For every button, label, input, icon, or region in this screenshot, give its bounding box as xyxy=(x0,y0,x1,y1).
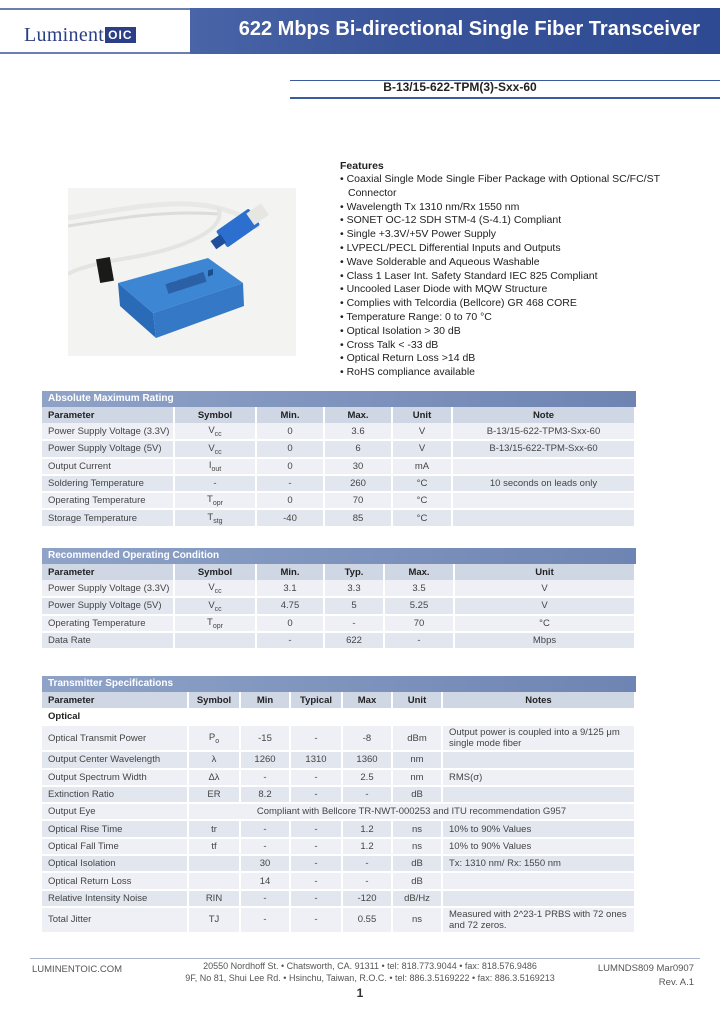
revision: Rev. A.1 xyxy=(658,977,694,988)
note-cell xyxy=(442,786,635,803)
table-row xyxy=(42,458,635,475)
symbol-subscript: cc xyxy=(214,605,222,613)
parameter-cell: Output Eye xyxy=(42,803,188,820)
min-cell: - xyxy=(240,820,290,837)
column-header: Min xyxy=(240,692,290,708)
symbol-cell: $V_{cc}$ xyxy=(174,423,256,440)
unit-cell: ns xyxy=(392,820,442,837)
symbol-cell: $T_{opr}$ xyxy=(174,615,256,632)
feature-item: • Class 1 Laser Int. Safety Standard IEC 825 Compliant xyxy=(340,270,710,284)
table-row xyxy=(42,632,635,649)
max-cell: 5.25 xyxy=(384,597,454,614)
max-cell: 70 xyxy=(324,492,392,509)
max-cell: 3.5 xyxy=(384,580,454,597)
max-cell: 70 xyxy=(384,615,454,632)
table-row xyxy=(42,509,635,526)
max-cell: -120 xyxy=(342,890,392,907)
column-header: Min. xyxy=(256,564,324,580)
note-cell xyxy=(452,492,635,509)
tx-section xyxy=(42,676,636,934)
column-header: Notes xyxy=(442,692,635,708)
rec-op-table xyxy=(42,564,636,650)
note-cell: 10 seconds on leads only xyxy=(452,475,635,492)
note-cell: B-13/15-622-TPM3-Sxx-60 xyxy=(452,423,635,440)
parameter-cell: Storage Temperature xyxy=(42,509,174,526)
footer-doc-info xyxy=(598,962,694,990)
unit-cell: °C xyxy=(454,615,635,632)
section-header: Transmitter Specifications xyxy=(42,676,636,692)
feature-item: • Optical Isolation > 30 dB xyxy=(340,325,710,339)
parameter-cell: Optical Fall Time xyxy=(42,838,188,855)
feature-item: • Uncooled Laser Diode with MQW Structure xyxy=(340,283,710,297)
column-header: Min. xyxy=(256,407,324,423)
typ-cell: - xyxy=(290,820,342,837)
column-header: Symbol xyxy=(174,407,256,423)
symbol-cell: $V_{cc}$ xyxy=(174,440,256,457)
logo-text xyxy=(24,24,136,47)
table-row xyxy=(42,890,635,907)
parameter-cell: Output Current xyxy=(42,458,174,475)
parameter-cell: Output Center Wavelength xyxy=(42,751,188,768)
divider xyxy=(290,97,720,99)
symbol-cell: $I_{out}$ xyxy=(174,458,256,475)
abs-max-table xyxy=(42,407,636,528)
symbol-subscript: o xyxy=(215,737,220,745)
footer-divider xyxy=(30,958,700,959)
column-header: Unit xyxy=(454,564,635,580)
max-cell: - xyxy=(384,632,454,649)
min-cell: - xyxy=(240,890,290,907)
typ-cell: 1310 xyxy=(290,751,342,768)
min-cell: - xyxy=(256,475,324,492)
table-row xyxy=(42,580,635,597)
feature-item: • Wave Solderable and Aqueous Washable xyxy=(340,256,710,270)
parameter-cell: Power Supply Voltage (3.3V) xyxy=(42,423,174,440)
note-cell: Tx: 1310 nm/ Rx: 1550 nm xyxy=(442,855,635,872)
column-header: Max. xyxy=(324,407,392,423)
logo-box: OIC xyxy=(105,27,135,43)
column-header: Parameter xyxy=(42,692,188,708)
note-cell: 10% to 90% Values xyxy=(442,838,635,855)
symbol-cell: $P_o$ xyxy=(188,725,240,751)
symbol-subscript: opr xyxy=(212,622,223,630)
max-cell: 0.55 xyxy=(342,907,392,933)
min-cell: 0 xyxy=(256,440,324,457)
note-cell: 10% to 90% Values xyxy=(442,820,635,837)
section-header: Recommended Operating Condition xyxy=(42,548,636,564)
table-row xyxy=(42,440,635,457)
typ-cell: - xyxy=(290,872,342,889)
symbol-cell: $T_{stg}$ xyxy=(174,509,256,526)
note-cell xyxy=(442,890,635,907)
min-cell: 0 xyxy=(256,492,324,509)
feature-item: • Optical Return Loss >14 dB xyxy=(340,352,710,366)
table-row xyxy=(42,769,635,786)
symbol-subscript: opr xyxy=(212,500,223,508)
symbol-cell: tr xyxy=(188,820,240,837)
symbol-cell xyxy=(188,855,240,872)
note-cell: RMS(σ) xyxy=(442,769,635,786)
symbol-subscript: cc xyxy=(214,430,222,438)
note-cell xyxy=(442,872,635,889)
transceiver-image xyxy=(68,188,296,356)
symbol-cell xyxy=(188,872,240,889)
unit-cell: ns xyxy=(392,838,442,855)
parameter-cell: Optical Transmit Power xyxy=(42,725,188,751)
typ-cell: 622 xyxy=(324,632,384,649)
note-cell xyxy=(442,751,635,768)
parameter-cell: Data Rate xyxy=(42,632,174,649)
parameter-cell: Operating Temperature xyxy=(42,492,174,509)
table-row xyxy=(42,492,635,509)
symbol-cell: λ xyxy=(188,751,240,768)
min-cell: - xyxy=(240,907,290,933)
symbol-cell: RIN xyxy=(188,890,240,907)
note-cell xyxy=(452,509,635,526)
table-row xyxy=(42,820,635,837)
table-row xyxy=(42,872,635,889)
max-cell: 1.2 xyxy=(342,838,392,855)
unit-cell: V xyxy=(454,597,635,614)
unit-cell: V xyxy=(392,423,452,440)
unit-cell: dBm xyxy=(392,725,442,751)
min-cell: 0 xyxy=(256,423,324,440)
part-number: B-13/15-622-TPM(3)-Sxx-60 xyxy=(383,80,537,94)
parameter-cell: Total Jitter xyxy=(42,907,188,933)
parameter-cell: Extinction Ratio xyxy=(42,786,188,803)
column-header: Max xyxy=(342,692,392,708)
typ-cell: - xyxy=(324,615,384,632)
subheader-cell: Optical xyxy=(42,708,635,725)
max-cell: -8 xyxy=(342,725,392,751)
footer-website[interactable]: LUMINENTOIC.COM xyxy=(32,964,123,975)
symbol-cell: - xyxy=(174,475,256,492)
column-header: Parameter xyxy=(42,407,174,423)
feature-item: • SONET OC-12 SDH STM-4 (S-4.1) Compliant xyxy=(340,214,710,228)
section-header: Absolute Maximum Rating xyxy=(42,391,636,407)
table-row xyxy=(42,786,635,803)
feature-item: • Complies with Telcordia (Bellcore) GR 468 CORE xyxy=(340,297,710,311)
table-row xyxy=(42,615,635,632)
min-cell: 4.75 xyxy=(256,597,324,614)
typ-cell: - xyxy=(290,890,342,907)
max-cell: - xyxy=(342,872,392,889)
title-area xyxy=(190,8,720,54)
parameter-cell: Optical Return Loss xyxy=(42,872,188,889)
feature-item: • Wavelength Tx 1310 nm/Rx 1550 nm xyxy=(340,201,710,215)
parameter-cell: Soldering Temperature xyxy=(42,475,174,492)
max-cell: 260 xyxy=(324,475,392,492)
features-list xyxy=(340,173,710,380)
table-row xyxy=(42,838,635,855)
footer-address xyxy=(160,960,580,984)
page-title: 622 Mbps Bi-directional Single Fiber Transceiver xyxy=(238,18,700,40)
symbol-subscript: out xyxy=(211,465,222,473)
max-cell: - xyxy=(342,786,392,803)
symbol-subscript: stg xyxy=(213,517,223,525)
address-line-2: 9F, No 81, Shui Lee Rd. • Hsinchu, Taiwan, R.O.C. • tel: 886.3.5169222 • fax: 886.3.5169213 xyxy=(185,973,555,983)
min-cell: - xyxy=(240,838,290,855)
max-cell: 1.2 xyxy=(342,820,392,837)
unit-cell: dB xyxy=(392,872,442,889)
table-row xyxy=(42,423,635,440)
min-cell: 14 xyxy=(240,872,290,889)
symbol-cell: $V_{cc}$ xyxy=(174,597,256,614)
parameter-cell: Power Supply Voltage (3.3V) xyxy=(42,580,174,597)
table-row xyxy=(42,475,635,492)
unit-cell: dB/Hz xyxy=(392,890,442,907)
symbol-cell: Δλ xyxy=(188,769,240,786)
note-cell: Output power is coupled into a 9/125 μm single mode fiber xyxy=(442,725,635,751)
unit-cell: °C xyxy=(392,509,452,526)
typ-cell: - xyxy=(290,725,342,751)
note-cell: B-13/15-622-TPM-Sxx-60 xyxy=(452,440,635,457)
table-row xyxy=(42,725,635,751)
unit-cell: nm xyxy=(392,769,442,786)
max-cell: 6 xyxy=(324,440,392,457)
typ-cell: - xyxy=(290,838,342,855)
parameter-cell: Optical Isolation xyxy=(42,855,188,872)
typ-cell: 3.3 xyxy=(324,580,384,597)
logo xyxy=(0,8,190,54)
typ-cell: 5 xyxy=(324,597,384,614)
unit-cell: V xyxy=(454,580,635,597)
unit-cell: Mbps xyxy=(454,632,635,649)
parameter-cell: Power Supply Voltage (5V) xyxy=(42,440,174,457)
product-photo xyxy=(68,188,296,356)
symbol-cell: $V_{cc}$ xyxy=(174,580,256,597)
table-row xyxy=(42,907,635,933)
column-header: Unit xyxy=(392,692,442,708)
symbol-cell: tf xyxy=(188,838,240,855)
min-cell: -40 xyxy=(256,509,324,526)
parameter-cell: Optical Rise Time xyxy=(42,820,188,837)
tx-table xyxy=(42,692,636,934)
unit-cell: ns xyxy=(392,907,442,933)
column-header: Unit xyxy=(392,407,452,423)
min-cell: 3.1 xyxy=(256,580,324,597)
unit-cell: °C xyxy=(392,492,452,509)
unit-cell: dB xyxy=(392,855,442,872)
rec-op-section xyxy=(42,548,636,650)
symbol-subscript: cc xyxy=(214,587,222,595)
header-bar xyxy=(0,8,720,54)
min-cell: 0 xyxy=(256,458,324,475)
column-header: Note xyxy=(452,407,635,423)
column-header: Symbol xyxy=(174,564,256,580)
logo-name: Luminent xyxy=(24,24,105,46)
column-header: Parameter xyxy=(42,564,174,580)
note-cell xyxy=(452,458,635,475)
max-cell: 3.6 xyxy=(324,423,392,440)
min-cell: 1260 xyxy=(240,751,290,768)
feature-item: • Temperature Range: 0 to 70 °C xyxy=(340,311,710,325)
min-cell: 30 xyxy=(240,855,290,872)
typ-cell: - xyxy=(290,769,342,786)
feature-item: • Coaxial Single Mode Single Fiber Package with Optional SC/FC/ST Connector xyxy=(340,173,710,201)
column-header: Max. xyxy=(384,564,454,580)
typ-cell: - xyxy=(290,907,342,933)
parameter-cell: Relative Intensity Noise xyxy=(42,890,188,907)
column-header: Typical xyxy=(290,692,342,708)
parameter-cell: Power Supply Voltage (5V) xyxy=(42,597,174,614)
typ-cell: - xyxy=(290,855,342,872)
unit-cell: dB xyxy=(392,786,442,803)
unit-cell: °C xyxy=(392,475,452,492)
note-cell: Measured with 2^23-1 PRBS with 72 ones and 72 zeros. xyxy=(442,907,635,933)
doc-id: LUMNDS809 Mar0907 xyxy=(597,963,694,974)
min-cell: -15 xyxy=(240,725,290,751)
note-cell: Compliant with Bellcore TR-NWT-000253 and ITU recommendation G957 xyxy=(188,803,635,820)
symbol-subscript: cc xyxy=(214,448,222,456)
unit-cell: nm xyxy=(392,751,442,768)
address-line-1: 20550 Nordhoff St. • Chatsworth, CA. 91311 • tel: 818.773.9044 • fax: 818.576.9486 xyxy=(203,961,537,971)
feature-item: • LVPECL/PECL Differential Inputs and Outputs xyxy=(340,242,710,256)
page-header xyxy=(0,0,720,72)
page-number: 1 xyxy=(356,986,364,1000)
min-cell: - xyxy=(240,769,290,786)
max-cell: 85 xyxy=(324,509,392,526)
column-header: Typ. xyxy=(324,564,384,580)
max-cell: 2.5 xyxy=(342,769,392,786)
symbol-cell: $T_{opr}$ xyxy=(174,492,256,509)
parameter-cell: Operating Temperature xyxy=(42,615,174,632)
table-row xyxy=(42,751,635,768)
unit-cell: mA xyxy=(392,458,452,475)
table-row xyxy=(42,803,635,820)
unit-cell: V xyxy=(392,440,452,457)
features-title: Features xyxy=(340,160,384,172)
table-row xyxy=(42,597,635,614)
min-cell: 0 xyxy=(256,615,324,632)
symbol-cell: ER xyxy=(188,786,240,803)
symbol-cell xyxy=(174,632,256,649)
subheader-row xyxy=(42,708,635,725)
abs-max-section xyxy=(42,391,636,528)
feature-item: • Single +3.3V/+5V Power Supply xyxy=(340,228,710,242)
feature-item: • Cross Talk < -33 dB xyxy=(340,339,710,353)
max-cell: - xyxy=(342,855,392,872)
max-cell: 30 xyxy=(324,458,392,475)
min-cell: 8.2 xyxy=(240,786,290,803)
symbol-cell: TJ xyxy=(188,907,240,933)
column-header: Symbol xyxy=(188,692,240,708)
typ-cell: - xyxy=(290,786,342,803)
min-cell: - xyxy=(256,632,324,649)
parameter-cell: Output Spectrum Width xyxy=(42,769,188,786)
max-cell: 1360 xyxy=(342,751,392,768)
feature-item: • RoHS compliance available xyxy=(340,366,710,380)
features-section xyxy=(340,160,710,380)
table-row xyxy=(42,855,635,872)
